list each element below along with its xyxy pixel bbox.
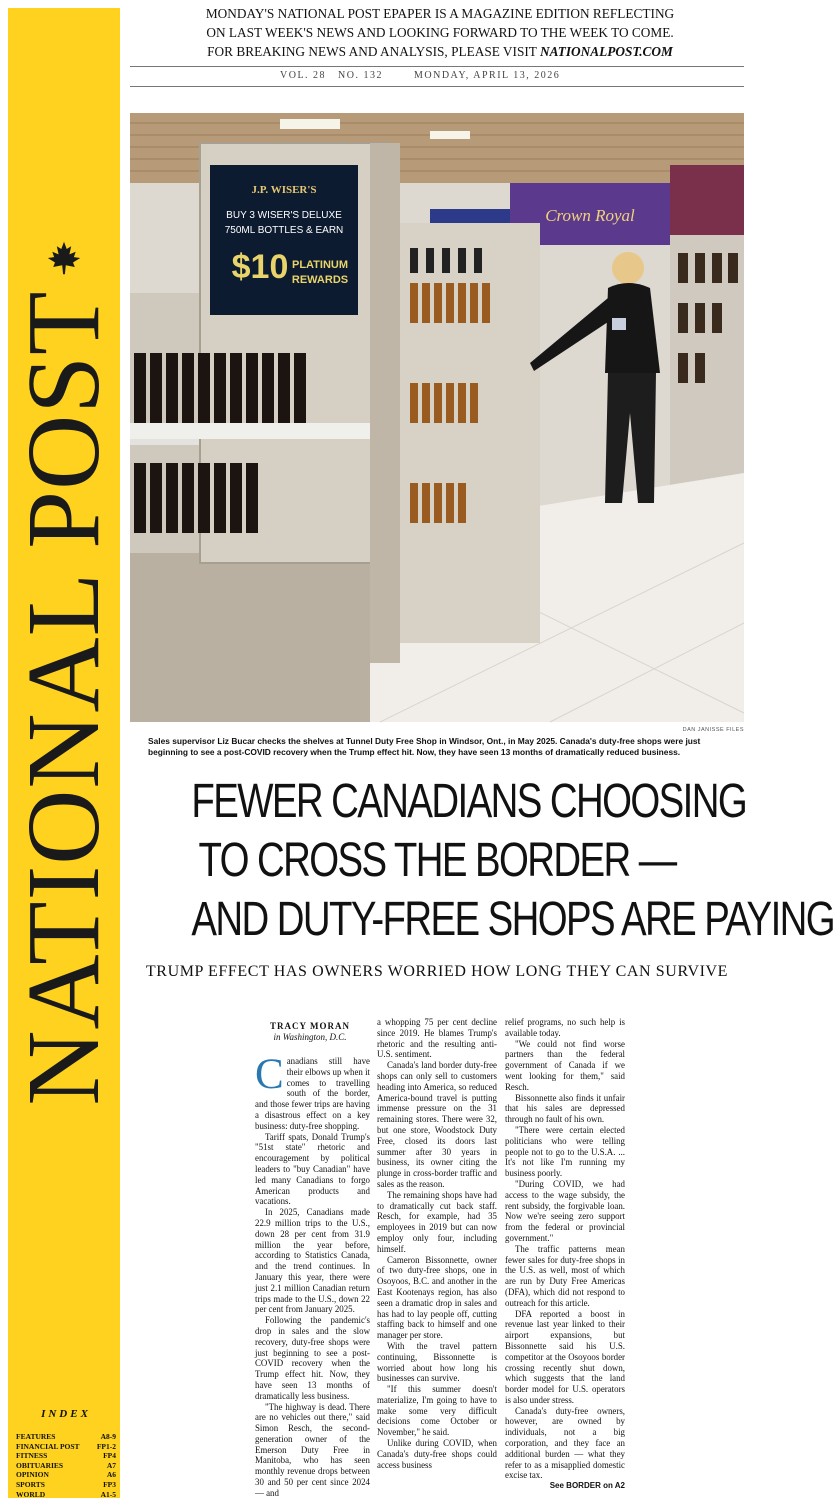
index-list <box>16 1432 116 1499</box>
index-item[interactable] <box>16 1480 116 1490</box>
headline-line-2: TO CROSS THE BORDER — <box>198 834 676 887</box>
article-column-2 <box>377 1017 497 1470</box>
index-item[interactable] <box>16 1470 116 1480</box>
article-paragraph: "We could not find worse partners than the federal government of Canada if we went looking for them," said Resch. <box>505 1038 625 1092</box>
duty-free-shop-illustration <box>130 113 744 722</box>
index-item-page: FP1-2 <box>96 1441 116 1451</box>
article-paragraph: Following the pandemic's drop in sales and the slow recovery, duty-free shops were just beginning to see a post-COVID recovery when the Trump effect hit. Now, they have seen 13 months of dramatically less business. <box>255 1315 370 1401</box>
deck: TRUMP EFFECT HAS OWNERS WORRIED HOW LONG THEY CAN SURVIVE <box>145 963 729 980</box>
index-item-label: OBITUARIES <box>16 1460 64 1470</box>
issue-date: MONDAY, APRIL 13, 2026 <box>414 70 561 81</box>
index-item[interactable] <box>16 1432 116 1442</box>
byline <box>252 1021 368 1042</box>
issue-divider <box>130 86 744 87</box>
maple-leaf-icon <box>46 240 82 276</box>
ad-line-2: 750ML BOTTLES & EARN <box>224 225 344 236</box>
article-paragraph: "The highway is dead. There are no vehicles out there," said Simon Resch, the second-generation owner of the Emerson Duty Free in Manitoba, who has seen monthly revenue drops between 30 and 50 per cent since 2024 — and <box>255 1401 370 1498</box>
index-item-label: FITNESS <box>16 1451 48 1461</box>
article-paragraph: The remaining shops have had to dramatically cut back staff. Resch, for example, had 35 employees in 2019 but can now employ only four, including himself. <box>377 1189 497 1254</box>
promo-line-3 <box>150 42 730 61</box>
promo-line-2: ON LAST WEEK'S NEWS AND LOOKING FORWARD TO THE WEEK TO COME. <box>206 25 674 40</box>
article-column-3 <box>505 1017 625 1492</box>
index-item-label: WORLD <box>16 1489 46 1499</box>
index-item-label: OPINION <box>16 1470 49 1480</box>
headline-line-3: AND DUTY-FREE SHOPS ARE PAYING <box>191 893 834 946</box>
ad-amount: $10 <box>231 248 289 286</box>
article-paragraph: Cameron Bissonnette, owner of two duty-free shops, one in Osoyoos, B.C. and another in the East Kootenays region, has also seen a dramatic drop in sales and has had to lay people off, cutting staffing back to himself and one manager per store. <box>377 1254 497 1341</box>
index-item-page: FP4 <box>103 1451 116 1461</box>
article-paragraph: Canadians still have their elbows up when it comes to travelling south of the border, and those fewer trips are having a disastrous effect on a key business: duty-free shopping. <box>255 1051 370 1131</box>
promo-divider <box>130 66 744 67</box>
jump-link[interactable]: See BORDER on A2 <box>549 1481 625 1491</box>
logo-text: NATIONAL POST <box>6 290 121 1106</box>
index-item-page: A6 <box>106 1470 116 1480</box>
article-paragraph: Unlike during COVID, when Canada's duty-free shops could access business <box>377 1438 497 1470</box>
ad-line-1: BUY 3 WISER'S DELUXE <box>226 210 342 221</box>
masthead <box>8 8 120 1498</box>
index-item-page: A7 <box>106 1460 116 1470</box>
article-paragraph: relief programs, no such help is available today. <box>505 1017 625 1038</box>
index-title: INDEX <box>41 1408 91 1420</box>
ad-line-3: PLATINUM <box>291 259 349 271</box>
promo-line-1: MONDAY'S NATIONAL POST EPAPER IS A MAGAZINE EDITION REFLECTING <box>205 6 675 21</box>
index-box <box>16 1408 116 1499</box>
crown-royal-banner: Crown Royal <box>545 206 635 225</box>
headline[interactable] <box>191 772 834 949</box>
photo-credit: DAN JANISSE FILES <box>682 727 744 733</box>
index-item-page: A1-5 <box>100 1489 116 1499</box>
article-paragraph: "If this summer doesn't materialize, I'm going to have to make some very difficult decisions come October or November," he said. <box>377 1384 497 1438</box>
promo-line-3-text: FOR BREAKING NEWS AND ANALYSIS, PLEASE VISIT <box>207 44 540 59</box>
index-item-label: FEATURES <box>16 1432 56 1441</box>
article-paragraph: Tariff spats, Donald Trump's "51st state" rhetoric and encouragement by political leaders to "buy Canadian" have led many Canadians to forgo American products and vacations. <box>255 1131 370 1207</box>
article-paragraph: Canada's duty-free owners, however, are owned by individuals, not a big corporation, and they face an additional burden — what they refer to as a misapplied domestic excise tax. <box>505 1405 625 1481</box>
photo-caption: Sales supervisor Liz Bucar checks the shelves at Tunnel Duty Free Shop in Windsor, Ont., in May 2025. Canada's duty-free shops were just beginning to see a post-COVID recovery when the Trump effect hit. Now, they have seen 13 months of dramatically reduced business. <box>148 736 701 757</box>
ad-line-4: REWARDS <box>291 274 349 286</box>
article-column-1 <box>255 1051 370 1499</box>
index-item-page: FP3 <box>103 1479 116 1489</box>
index-item[interactable] <box>16 1490 116 1500</box>
lead-photo[interactable] <box>130 113 744 722</box>
article-paragraph: DFA reported a boost in revenue last year linked to their airport expansions, but Bissonnette said his U.S. competitor at the Osoyoos border crossing recently shut down, which suggests that the land border model for U.S. operators is also under stress. <box>505 1308 625 1405</box>
article-paragraph: "During COVID, we had access to the wage subsidy, the rent subsidy, the forgivable loan. Now we're seeing zero support from the federal or provincial government." <box>505 1178 625 1243</box>
promo-site-link[interactable]: NATIONALPOST.COM <box>539 44 673 59</box>
logo[interactable] <box>8 8 120 1398</box>
ad-brand: J.P. WISER'S <box>251 184 317 196</box>
drop-cap: C <box>255 1051 284 1098</box>
headline-line-1: FEWER CANADIANS CHOOSING <box>191 775 747 828</box>
promo-banner <box>150 4 730 61</box>
index-item[interactable] <box>16 1451 116 1461</box>
article-paragraph: Bissonnette also finds it unfair that his sales are depressed through no fault of his own. <box>505 1092 625 1125</box>
index-item-page: A8-9 <box>100 1432 116 1441</box>
article-paragraph: "There were certain elected politicians who were telling people not to go to the U.S.A. ... It's not like I'm running my business poorly. <box>505 1124 625 1179</box>
article-paragraph: Canada's land border duty-free shops can only sell to customers heading into America, so reduced America-bound travel is putting immense pressure on the 31 remaining stores. There were 32, but one store, Woodstock Duty Free, closed its doors last summer after 30 years in business, its owner citing the plunge in cross-border traffic and sales as the reason. <box>377 1060 497 1189</box>
byline-name: TRACY MORAN <box>270 1021 350 1031</box>
article-paragraph: With the travel pattern continuing, Bissonnette is worried about how long his businesses can survive. <box>377 1340 497 1384</box>
article-paragraph: In 2025, Canadians made 22.9 million trips to the U.S., down 28 per cent from 31.9 million the year before, according to Statistics Canada, and the trend continues. In January this year, there were just 2.1 million Canadian return trips made to the U.S., down 22 per cent from January 2025. <box>255 1207 370 1315</box>
issue-number: NO. 132 <box>338 70 383 81</box>
index-item[interactable] <box>16 1442 116 1452</box>
index-item-label: SPORTS <box>16 1479 45 1489</box>
issue-volume: VOL. 28 <box>280 70 327 81</box>
index-item[interactable] <box>16 1461 116 1471</box>
index-item-label: FINANCIAL POST <box>16 1441 80 1451</box>
article-paragraph: a whopping 75 per cent decline since 2019. He blames Trump's rhetoric and the resulting anti-U.S. sentiment. <box>377 1017 497 1060</box>
byline-location: in Washington, D.C. <box>273 1032 347 1042</box>
article-paragraph: The traffic patterns mean fewer sales for duty-free shops in the U.S. as well, most of which are run by Duty Free Americas (DFA), which did not respond to outreach for this article. <box>505 1243 625 1308</box>
